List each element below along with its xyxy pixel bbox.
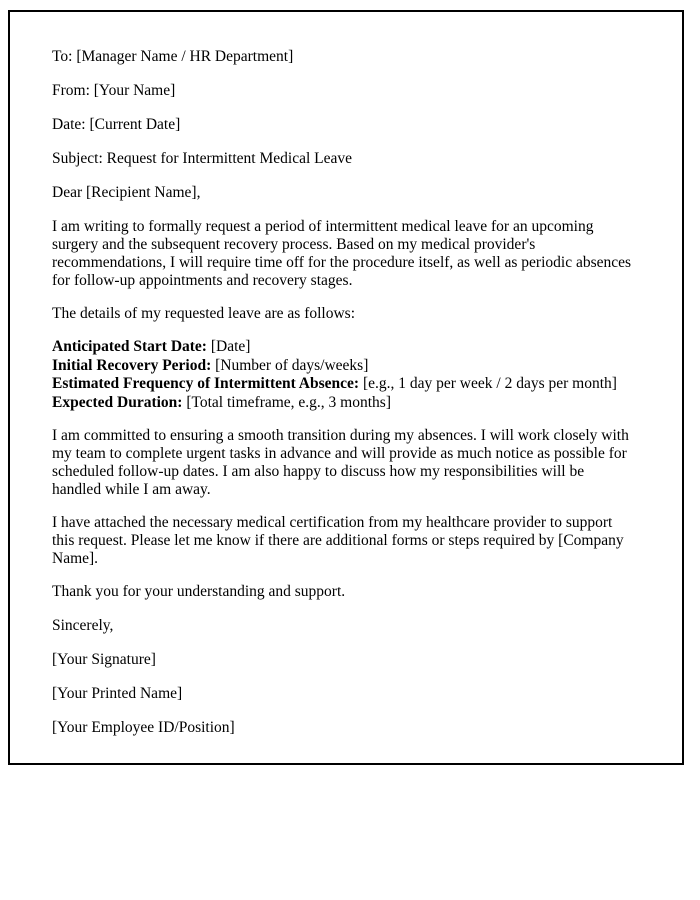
transition-paragraph: I am committed to ensuring a smooth transition during my absences. I will work closely with my team to complete urgent tasks in advance and will provide as much notice as possible for scheduled follow-up dates. I am also happy to discuss how my responsibilities will be handled while I am away. <box>52 427 629 498</box>
detail-value: [Total timeframe, e.g., 3 months] <box>182 393 391 411</box>
letter-frame <box>8 10 684 765</box>
details-intro: The details of my requested leave are as follows: <box>52 305 355 322</box>
thanks-line: Thank you for your understanding and support. <box>52 583 346 600</box>
employee-id-placeholder: [Your Employee ID/Position] <box>52 719 235 736</box>
attachment-paragraph: I have attached the necessary medical certification from my healthcare provider to support this request. Please let me know if there are additional forms or steps required by [Company Name]. <box>52 514 624 567</box>
closing-line: Sincerely, <box>52 617 114 634</box>
subject-line: Subject: Request for Intermittent Medical Leave <box>52 150 352 167</box>
signature-placeholder: [Your Signature] <box>52 651 156 668</box>
detail-label: Anticipated Start Date: <box>52 338 207 355</box>
detail-value: [Date] <box>206 338 251 355</box>
detail-value: [Number of days/weeks] <box>211 356 369 374</box>
request-paragraph: I am writing to formally request a period of intermittent medical leave for an upcoming surgery and the subsequent recovery process. Based on my medical provider's recommendations, I will require time off for the procedure itself, as well as periodic absences for follow-up appointments and recovery stages. <box>52 218 632 289</box>
detail-line <box>52 357 636 376</box>
date-line: Date: [Current Date] <box>52 116 181 133</box>
to-line: To: [Manager Name / HR Department] <box>52 48 294 65</box>
detail-line <box>52 375 636 394</box>
detail-label: Initial Recovery Period: <box>52 356 212 374</box>
detail-line <box>52 394 636 413</box>
from-line: From: [Your Name] <box>52 82 176 99</box>
detail-value: [e.g., 1 day per week / 2 days per month] <box>359 375 617 392</box>
detail-label: Estimated Frequency of Intermittent Absence: <box>52 375 360 392</box>
detail-label: Expected Duration: <box>52 393 183 411</box>
detail-line <box>52 338 636 357</box>
printed-name-placeholder: [Your Printed Name] <box>52 685 183 702</box>
details-block <box>52 338 636 412</box>
salutation: Dear [Recipient Name], <box>52 184 201 201</box>
